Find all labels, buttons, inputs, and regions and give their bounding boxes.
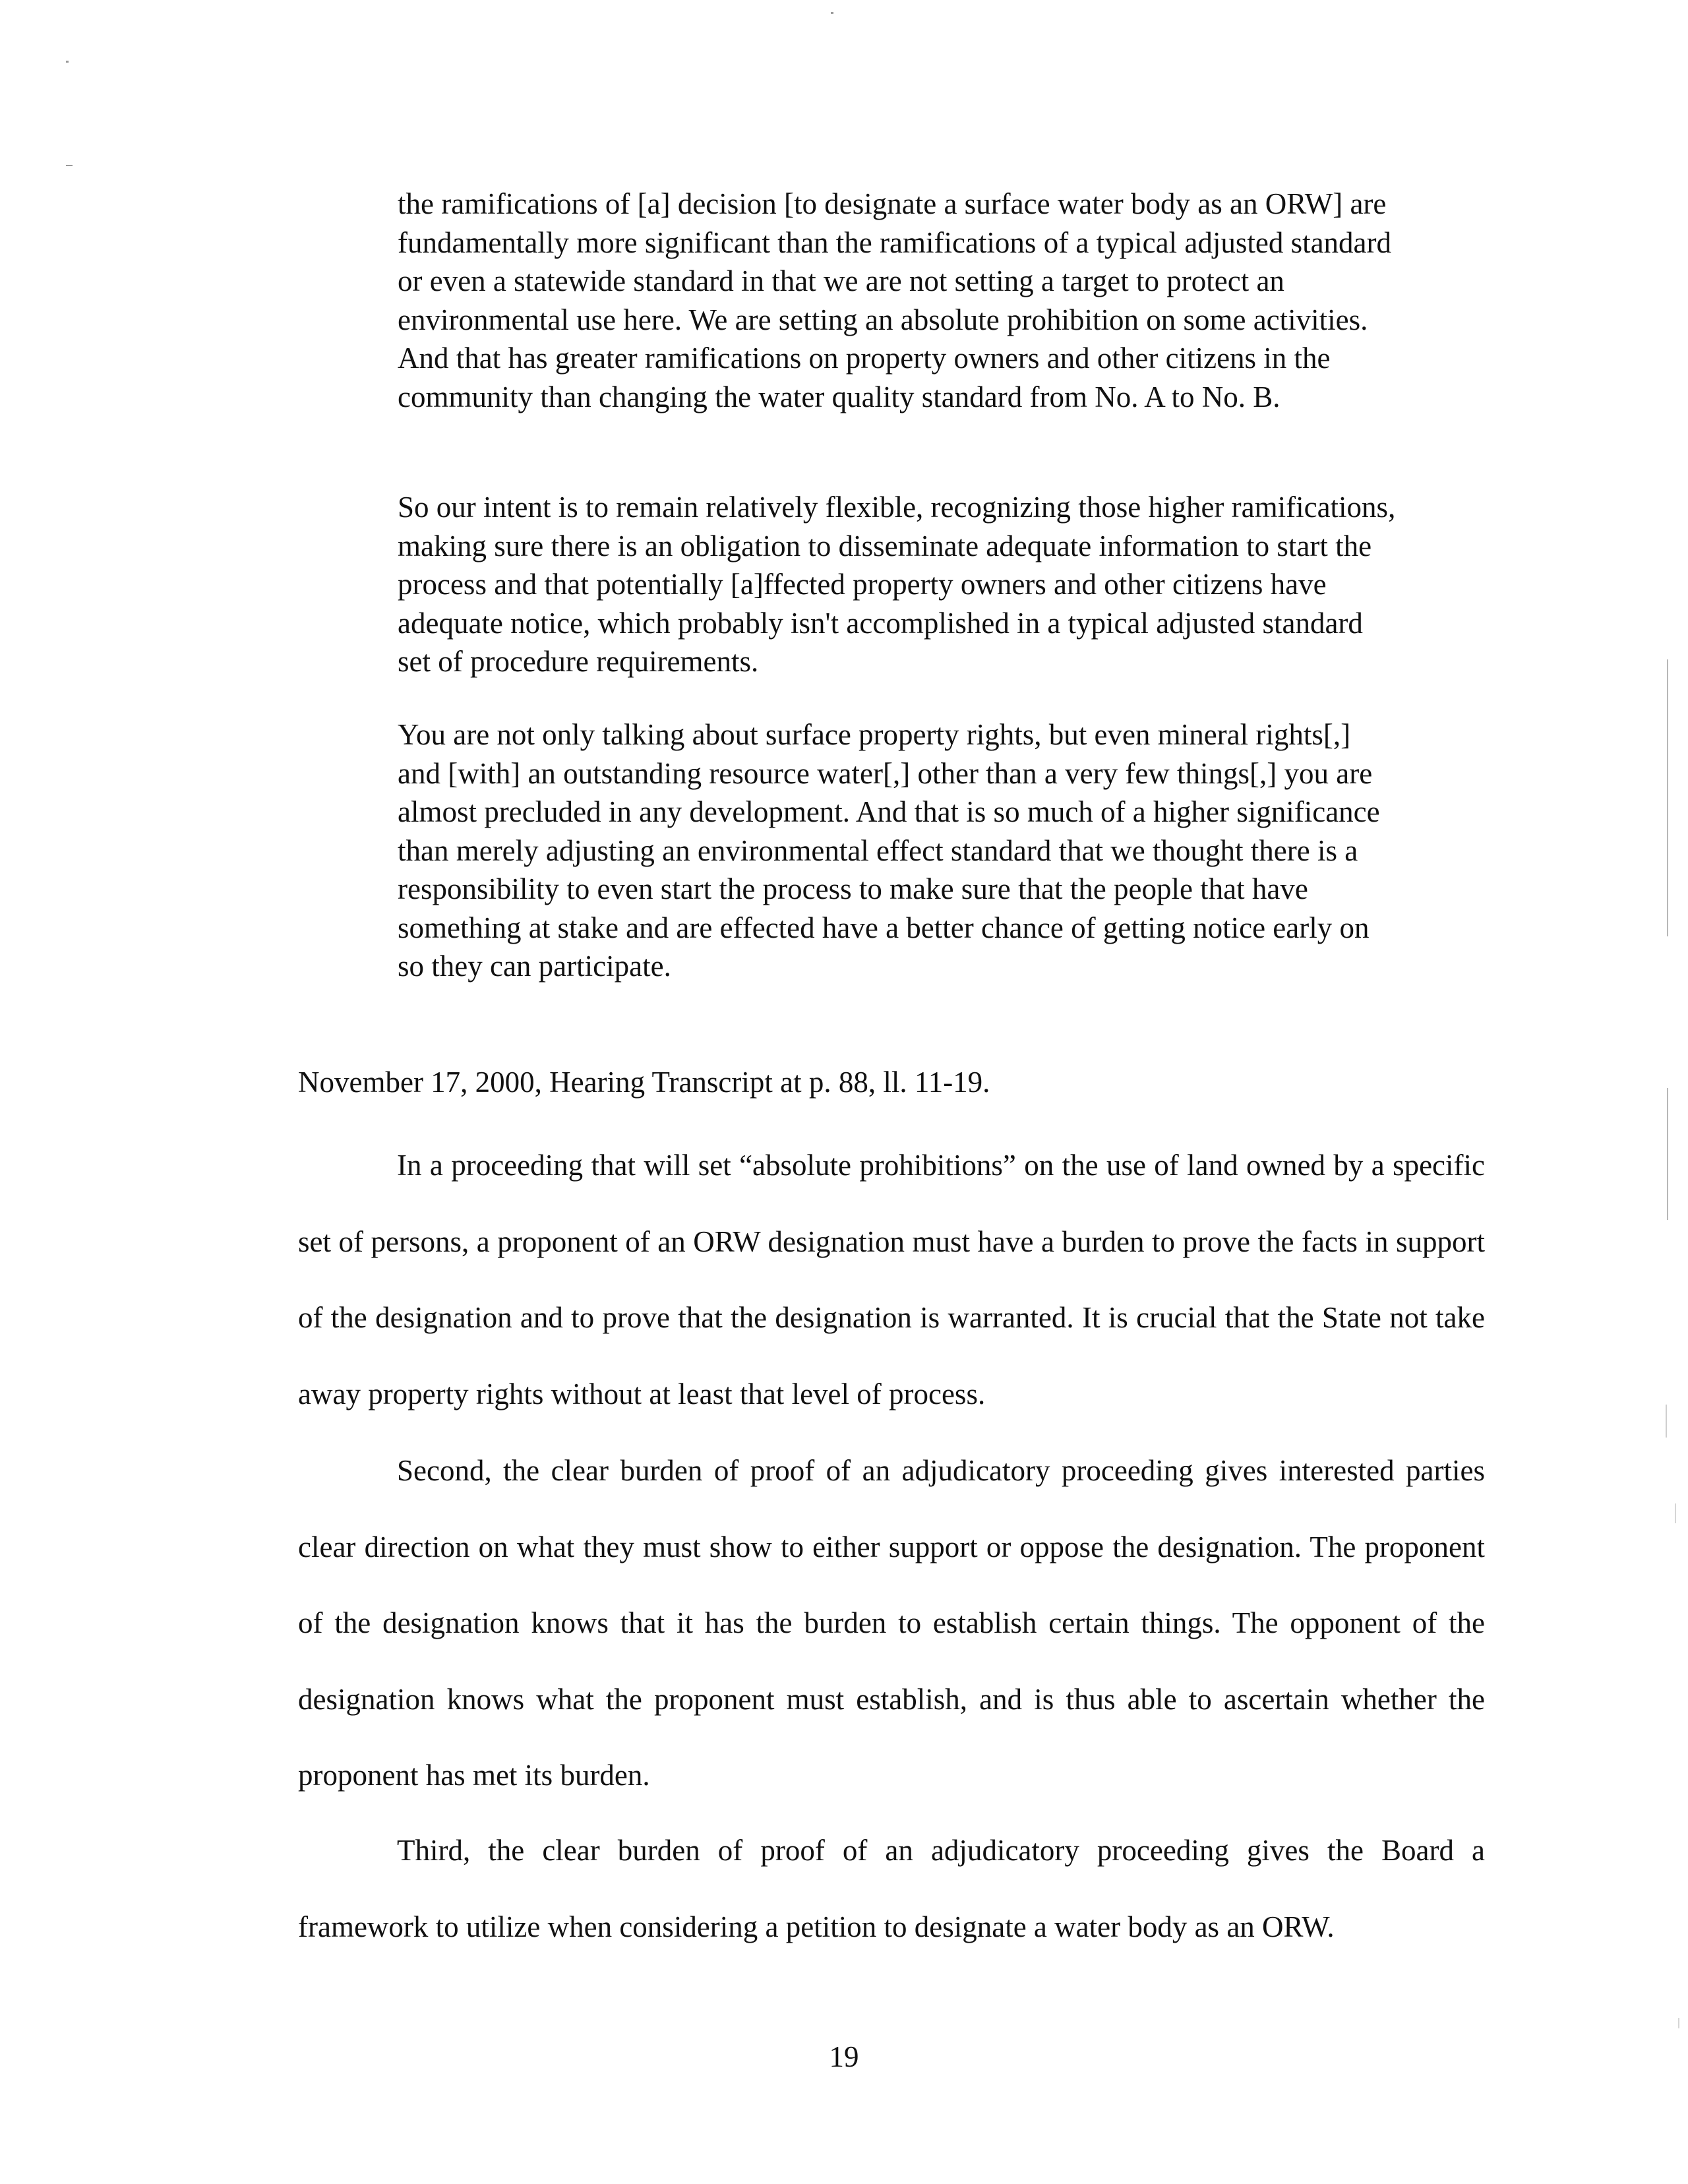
body-paragraph-3: Third, the clear burden of proof of an adjudicatory proceeding gives the Board a framework to utilize when considering a petition to designate a water body as an ORW. [298, 1834, 1485, 1943]
scan-artifact-line [1667, 659, 1668, 936]
scan-artifact-dot [66, 61, 69, 63]
block-quote-paragraph-3: You are not only talking about surface property rights, but even mineral rights[,] and [with] an outstanding resource water[,] other than a very few things[,] you are almost precluded in any development. And that is so much of a higher significance than merely adjusting an environmental effect standard that we thought there is a responsibility to even start the process to make sure that the people that have something at stake and are effected have a better chance of getting notice early on so they can participate. [398, 718, 1380, 983]
scan-artifact-dot [66, 165, 73, 166]
block-quote-paragraph-2: So our intent is to remain relatively flexible, recognizing those higher ramifications, making sure there is an obligation to disseminate adequate information to start the process and that potentially [a]ffected property owners and other citizens have adequate notice, which probably isn't accomplished in a typical adjusted standard set of procedure requirements. [398, 491, 1396, 678]
scan-artifact-line [1678, 2018, 1679, 2028]
scan-artifact-line [1667, 1088, 1668, 1220]
body-paragraph-2: Second, the clear burden of proof of an adjudicatory proceeding gives interested parties clear direction on what they must show to either support or oppose the designation. The proponent of the designation knows that it has the burden to establish certain things. The opponent of the designation knows what the proponent must establish, and is thus able to ascertain whether the proponent has met its burden. [298, 1454, 1485, 1792]
scan-artifact-line [1666, 1405, 1667, 1438]
block-quote-paragraph-1: the ramifications of [a] decision [to designate a surface water body as an ORW] are fundamentally more significant than the ramifications of a typical adjusted standard or even a statewide standard in that we are not setting a target to protect an environmental use here. We are setting an absolute prohibition on some activities. And that has greater ramifications on property owners and other citizens in the community than changing the water quality standard from No. A to No. B. [398, 187, 1392, 413]
page-number: 19 [829, 2040, 859, 2073]
hearing-transcript-citation: November 17, 2000, Hearing Transcript at p. 88, ll. 11-19. [298, 1066, 990, 1099]
scan-artifact-dot [831, 12, 833, 14]
scan-artifact-line [1675, 1503, 1676, 1523]
body-paragraph-1: In a proceeding that will set “absolute prohibitions” on the use of land owned by a specific set of persons, a proponent of an ORW designation must have a burden to prove the facts in support of the designation and to prove that the designation is warranted. It is crucial that the State not take away property rights without at least that level of process. [298, 1149, 1485, 1410]
